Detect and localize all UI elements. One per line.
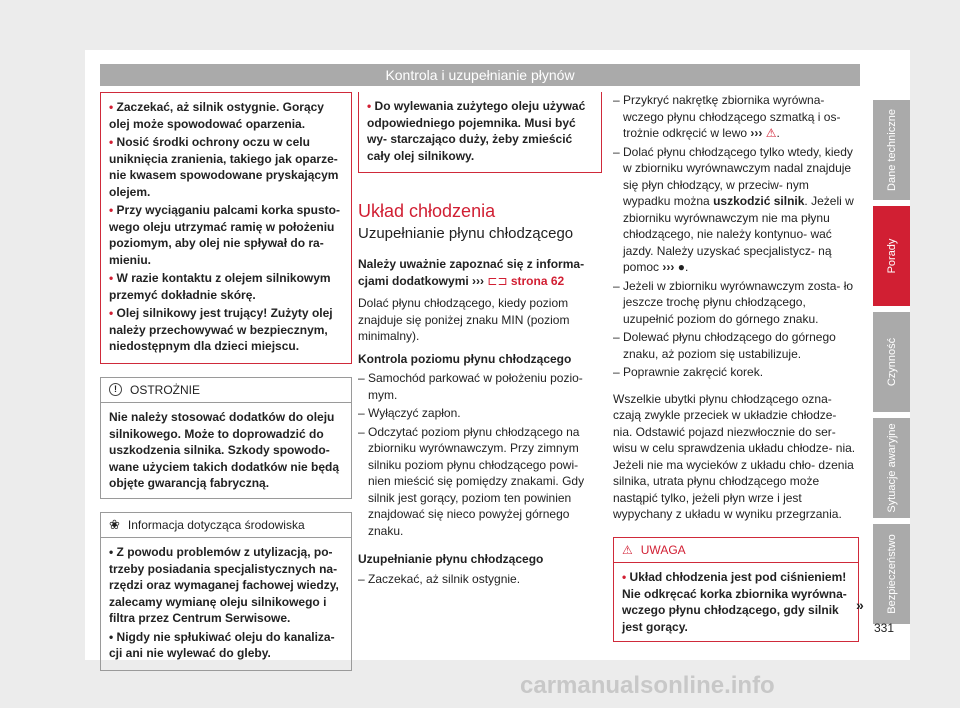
step-item: – Zaczekać, aż silnik ostygnie. bbox=[358, 571, 602, 588]
section-subtitle: Uzupełnianie płynu chłodzącego bbox=[358, 224, 574, 242]
warning-bullet: • Zaczekać, aż silnik ostygnie. Gorący olej może spowodować oparzenia. bbox=[109, 100, 324, 131]
caution-title: OSTROŻNIE bbox=[130, 382, 201, 397]
warning-bullet: • Olej silnikowy jest trujący! Zużyty olej należy przechowywać w bezpiecznym, niedostępnym dla dzieci miejscu. bbox=[109, 306, 333, 353]
step-item: – Dolać płynu chłodzącego tylko wtedy, kiedy w zbiorniku wyrównawczym nadal znajduje się płyn chłodzący, w przeciw- nym wypadku można uszkodzić silnik. Jeżeli w zbiorniku wyrównawczym nie ma płynu chłodzącego, nie należy kontynuo- wać jazdy. Należy uzyskać specjalistycz- ną pomoc ››› ●. bbox=[613, 144, 859, 276]
fill-heading: Uzupełnianie płynu chłodzącego bbox=[358, 552, 544, 566]
step-item: – Wyłączyć zapłon. bbox=[358, 405, 602, 422]
watermark: carmanualsonline.info bbox=[520, 672, 775, 699]
oil-warning-box bbox=[100, 92, 352, 364]
oil-container-box bbox=[358, 92, 602, 173]
environment-bullet: • Nigdy nie spłukiwać oleju do kanaliza- cji ani nie wylewać do gleby. bbox=[109, 629, 335, 660]
step-item: – Samochód parkować w położeniu pozio- mym. bbox=[358, 370, 602, 403]
info-icon: ● bbox=[677, 260, 685, 274]
environment-bullet: • Z powodu problemów z utylizacją, po- trzeby posiadania specjalistycznych na- rzędzi oraz wymaganej fachowej wiedzy, zalecamy wymianę oleju silnikowego i filtra przez Centrum Serwisowe. bbox=[109, 545, 339, 625]
column-2 bbox=[358, 92, 602, 589]
tab-dane-techniczne[interactable]: Dane techniczne bbox=[873, 100, 910, 200]
warning-bullet: • Przy wyciąganiu palcami korka spusto- wego oleju utrzymać ramię w położeniu poziomym, aby olej nie spływał do ra- mieniu. bbox=[109, 203, 340, 267]
tab-sytuacje-awaryjne[interactable]: Sytuacje awaryjne bbox=[873, 418, 910, 518]
caution-text: Nie należy stosować dodatków do oleju silnikowego. Może to doprowadzić do uszkodzenia silnika. Szkody spowodo- wane użyciem takich dodatków nie będą objęte gwarancją fabryczną. bbox=[109, 410, 340, 490]
page-link[interactable]: strona 62 bbox=[510, 273, 565, 288]
caution-header bbox=[101, 378, 351, 404]
column-1 bbox=[100, 92, 352, 671]
environment-title: Informacja dotycząca środowiska bbox=[127, 517, 305, 532]
coolant-loss-paragraph: Wszelkie ubytki płynu chłodzącego ozna- czają zwykle przeciek w układzie chłodze- nia. Odstawić pojazd niezwłocznie do ser- wisu w celu sprawdzenia układu chłodze- nia. Jeżeli nie ma wycieków z układu chło- dzenia silnika, utrata płynu chłodzącego może nastąpić tylko, jeżeli płyn wrze i jest wypychany z układu w wyniku przegrzania. bbox=[613, 391, 856, 521]
warning-text: • Układ chłodzenia jest pod ciśnieniem! Nie odkręcać korka zbiornika wyrówna- wczego płynu chłodzącego, gdy silnik jest gorący. bbox=[622, 570, 847, 634]
step-item: – Poprawnie zakręcić korek. bbox=[613, 364, 859, 381]
page-number: 331 bbox=[874, 621, 895, 635]
book-icon: ⊏⊐ bbox=[487, 273, 508, 288]
check-heading: Kontrola poziomu płynu chłodzącego bbox=[358, 351, 572, 366]
exclamation-icon: ! bbox=[109, 383, 122, 396]
tab-porady[interactable]: Porady bbox=[873, 206, 910, 306]
step-item: – Jeżeli w zbiorniku wyrównawczym zosta- ło jeszcze trochę płynu chłodzącego, uzupełnić poziom do górnego znaku. bbox=[613, 278, 859, 328]
environment-header bbox=[101, 513, 351, 539]
warning-title: UWAGA bbox=[640, 542, 686, 557]
step-item: – Odczytać poziom płynu chłodzącego na zbiorniku wyrównawczym. Przy zimnym silniku poziom płynu chłodzącego powi- nien mieścić się pomiędzy znakami. Gdy silnik jest gorący, poziom ten powinien znajdować się nieco powyżej górnego znaku. bbox=[358, 424, 602, 540]
caution-box bbox=[100, 377, 352, 499]
column-3 bbox=[613, 92, 859, 642]
leaf-icon: ❀ bbox=[109, 516, 120, 532]
tab-bezpieczenstwo[interactable]: Bezpieczeństwo bbox=[873, 524, 910, 624]
continue-mark: » bbox=[856, 597, 864, 613]
section-title: Układ chłodzenia bbox=[358, 201, 496, 221]
intro-text: Dolać płynu chłodzącego, kiedy poziom znajduje się poniżej znaku MIN (poziom minimalny). bbox=[358, 296, 570, 343]
warning-bullet: • W razie kontaktu z olejem silnikowym przemyć dokładnie skórę. bbox=[109, 271, 331, 302]
coolant-warning-box bbox=[613, 537, 859, 643]
intro-reference: Należy uważnie zapoznać się z informa- cjami dodatkowymi ››› ⊏⊐ strona 62 bbox=[358, 257, 585, 288]
step-item: – Dolewać płynu chłodzącego do górnego znaku, aż poziom się ustabilizuje. bbox=[613, 329, 859, 362]
warning-header bbox=[614, 538, 858, 564]
step-item: – Przykryć nakrętkę zbiornika wyrówna- wczego płynu chłodzącego szmatką i os- trożnie odkręcić w lewo ››› ⚠. bbox=[613, 92, 859, 142]
warning-bullet: • Do wylewania zużytego oleju używać odpowiedniego pojemnika. Musi być wy- starczająco duży, żeby zmieścić cały olej silnikowy. bbox=[367, 99, 586, 163]
warning-bullet: • Nosić środki ochrony oczu w celu uniknięcia zranienia, takiego jak oparze- nie kwasem spowodowane pryskającym olejem. bbox=[109, 135, 339, 199]
page-header: Kontrola i uzupełnianie płynów bbox=[100, 64, 860, 86]
tab-czynnosc[interactable]: Czynność bbox=[873, 312, 910, 412]
warning-triangle-icon: ⚠ bbox=[622, 542, 633, 557]
warning-triangle-icon: ⚠ bbox=[765, 126, 777, 140]
side-tabs bbox=[873, 100, 910, 630]
environment-box bbox=[100, 512, 352, 671]
